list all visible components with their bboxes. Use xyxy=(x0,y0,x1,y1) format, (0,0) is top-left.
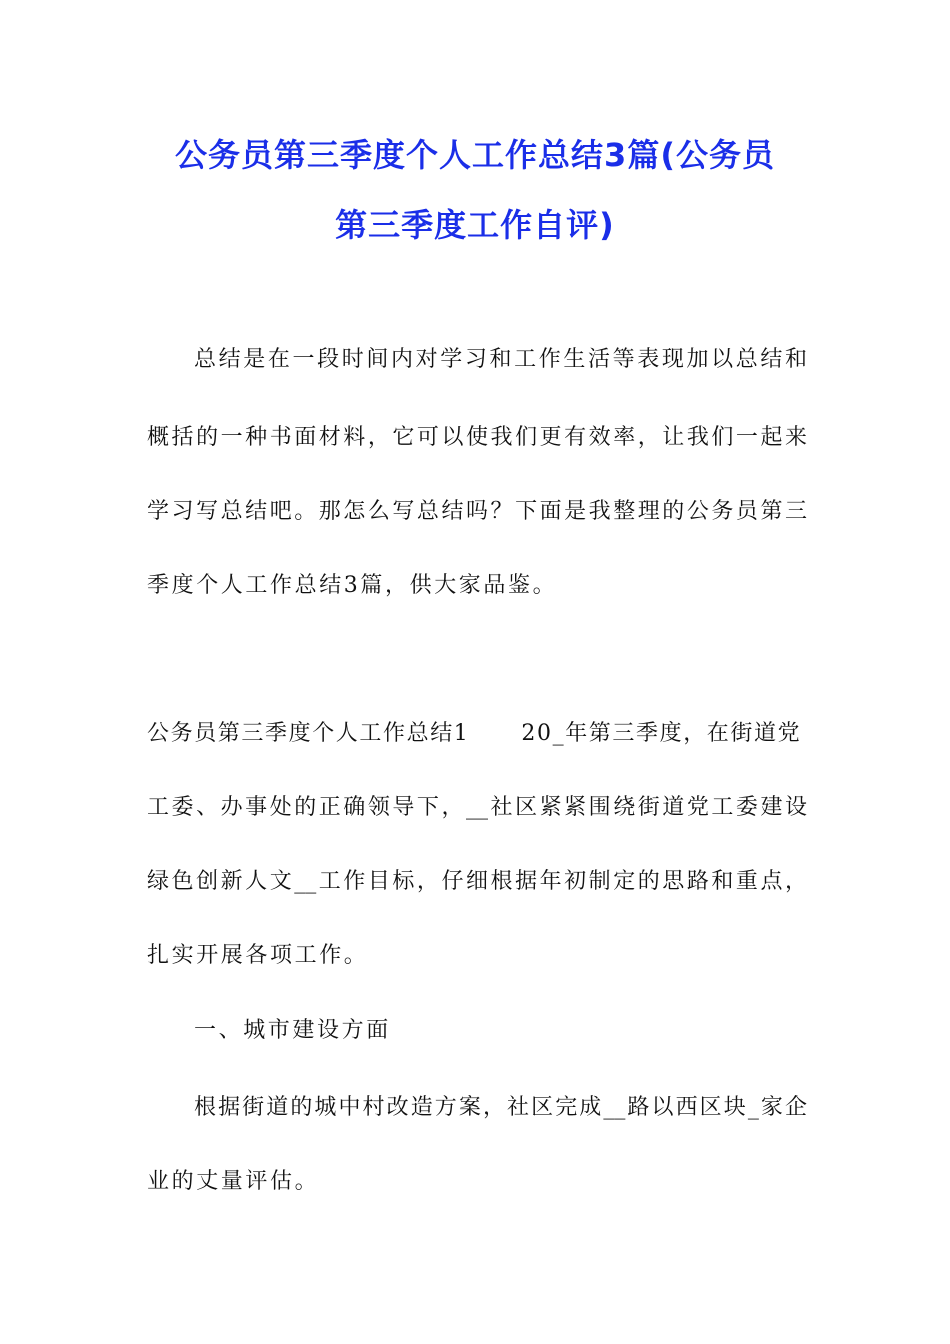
intro-line-1: 总结是在一段时间内对学习和工作生活等表现加以总结和 xyxy=(194,347,807,372)
section1-line-3: 绿色创新人文__工作目标，仔细根据年初制定的思路和重点， xyxy=(147,869,807,894)
section1-first-line xyxy=(147,719,807,749)
intro-line-3: 学习写总结吧。那怎么写总结吗？下面是我整理的公务员第三 xyxy=(147,499,807,524)
section1-line-2: 工委、办事处的正确领导下，__社区紧紧围绕街道党工委建设 xyxy=(147,795,807,820)
section1-subheading: 一、城市建设方面 xyxy=(194,1018,391,1043)
document-title-line-2: 第三季度工作自评) xyxy=(335,206,615,244)
section1-para-line-2: 业的丈量评估。 xyxy=(147,1169,320,1194)
section1-heading: 公务员第三季度个人工作总结1 xyxy=(147,721,470,746)
intro-line-2: 概括的一种书面材料，它可以使我们更有效率，让我们一起来 xyxy=(147,425,807,450)
section1-lead: 20_年第三季度，在街道党 xyxy=(521,721,802,746)
section1-line-4: 扎实开展各项工作。 xyxy=(147,943,369,968)
intro-line-4: 季度个人工作总结3篇，供大家品鉴。 xyxy=(147,573,558,598)
section1-para-line-1: 根据街道的城中村改造方案，社区完成__路以西区块_家企 xyxy=(194,1095,807,1120)
document-title-line-1: 公务员第三季度个人工作总结3篇(公务员 xyxy=(175,136,775,174)
